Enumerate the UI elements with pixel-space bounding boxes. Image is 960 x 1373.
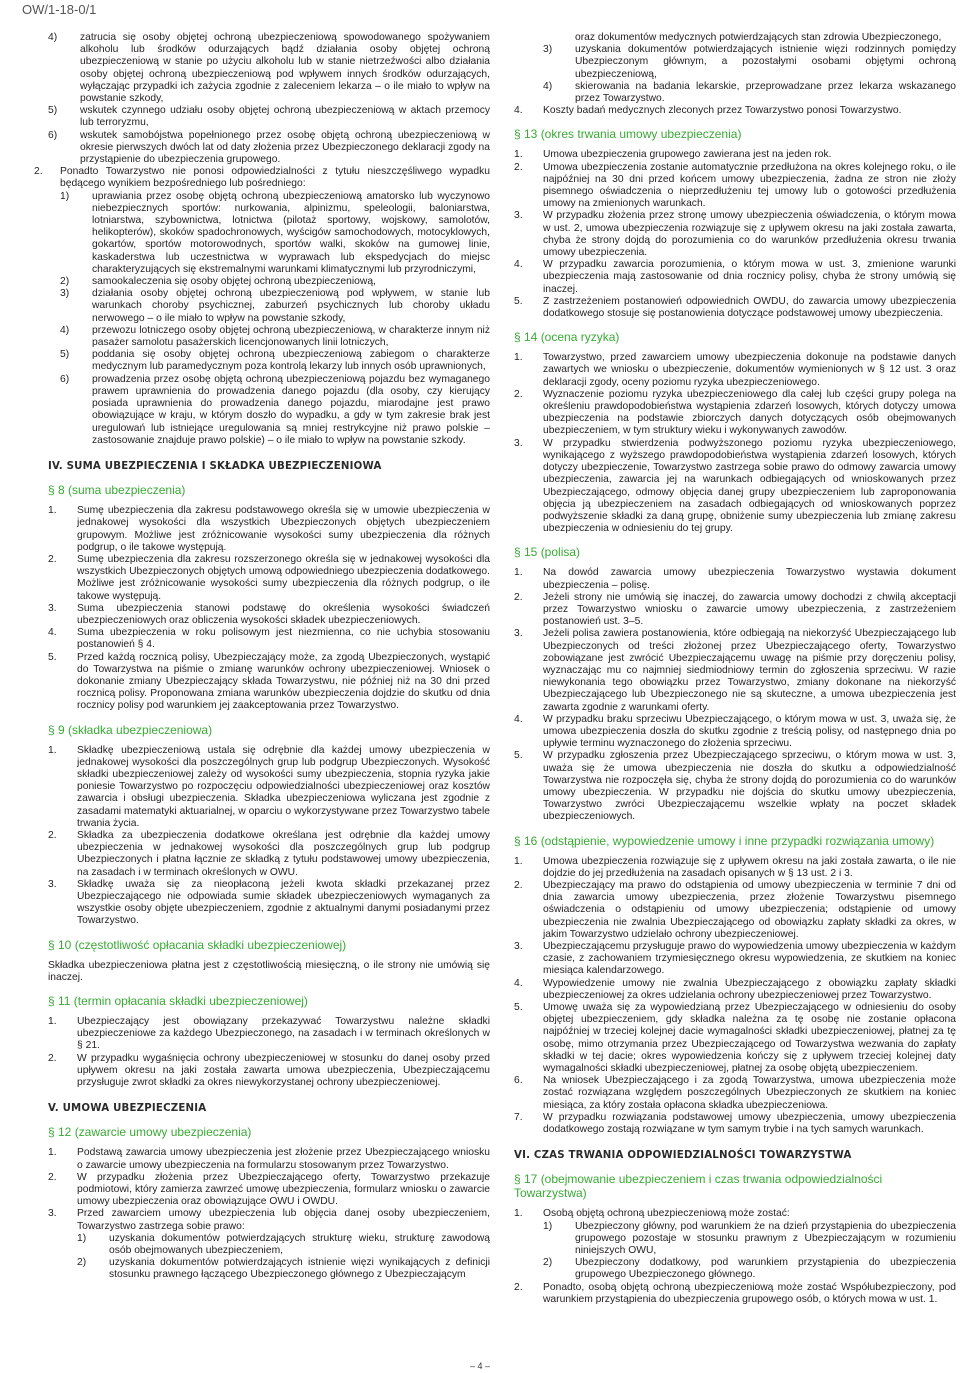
list-item: 1. Umowa ubezpieczenia rozwiązuje się z upływem okresu na jaki została zawarta, o ile nie dojdzie do jej przedłużenia na zasadach opisanych w § 13 ust. 2 i 3.	[514, 855, 956, 879]
list-item: 3. Jeżeli polisa zawiera postanowienia, które odbiegają na niekorzyść Ubezpieczającego lub Ubezpieczonych od treści złożonej przez Ubezpieczającego oferty, Towarzystwo zobowiązane jest zwrócić Ubezpieczającemu uwagę na piśmie przy doręczeniu polisy, wyznaczając mu co najmniej siedmiodniowy termin do zgłoszenia sprzeciwu. W razie niewykonania tego obowiązku przez Towarzystwo, zmiany dokonane na niekorzyść Ubezpieczającego lub Ubezpieczonego nie są skuteczne, a umowa ubezpieczenia jest zawarta zgodnie z warunkami oferty.	[514, 628, 956, 713]
list-item: 3. W przypadku stwierdzenia podwyższonego poziomu ryzyka ubezpieczeniowego, wynikającego z wyższego prawdopodobieństwa wystąpienia zdarzeń losowych, których dotyczy ubezpieczenie, Towarzystwo zastrzega sobie prawo do odmowy zawarcia umowy ubezpieczenia, zawarcia jej na warunkach odbiegających od wnioskowanych przez Ubezpieczającego, odmowy objęcia danej grupy ubezpieczeniem lub zaproponowania objęcia ją ubezpieczeniem na zasadach odbiegających od wnioskowanych poprzez podwyższenie składki za daną grupę, obniżenie sumy ubezpieczenia lub zmianę zakresu ubezpieczenia w odniesieniu do tej grupy.	[514, 437, 956, 535]
list-item: 2. Ubezpieczający ma prawo do odstąpienia od umowy ubezpieczenia w terminie 7 dni od dnia zawarcia umowy ubezpieczenia, przez złożenie Towarzystwu pisemnego oświadczenia o odstąpieniu od umowy ubezpieczenia; odstąpienie od umowy ubezpieczenia nie zwalnia Ubezpieczającego od obowiązku zapłaty składki za okres, w jakim Towarzystwo udzielało ochrony ubezpieczeniowej.	[514, 879, 956, 940]
list-item: 3) uzyskania dokumentów potwierdzających istnienie więzi rodzinnych pomiędzy Ubezpieczonym głównym, a pozostałymi osobami objętymi ochroną ubezpieczeniową,	[543, 44, 956, 80]
list-item: 2) samookaleczenia się osoby objętej ochroną ubezpieczeniową,	[60, 276, 376, 288]
chapter-heading: VI. CZAS TRWANIA ODPOWIEDZIALNOŚCI TOWARZYSTWA	[514, 1150, 852, 1162]
list-item: 2. Jeżeli strony nie umówią się inaczej, do zawarcia umowy dochodzi z chwilą akceptacji przez Towarzystwo wniosku o zawarcie umowy ubezpieczenia, z zastrzeżeniem postanowień ust. 3–5.	[514, 591, 956, 628]
chapter-heading: V. UMOWA UBEZPIECZENIA	[48, 1103, 207, 1115]
list-item: 7. W przypadku rozwiązania podstawowej umowy ubezpieczenia, umowy ubezpieczenia dodatkowego zostają rozwiązane w tym samym trybie i na tych samych warunkach.	[514, 1111, 956, 1136]
list-item: 1. Podstawą zawarcia umowy ubezpieczenia jest złożenie przez Ubezpieczającego wniosku o zawarcie umowy ubezpieczenia na formularzu stosowanym przez Towarzystwo.	[48, 1147, 490, 1171]
list-item: 2) uzyskania dokumentów potwierdzających istnienie więzi wynikających z definicji stosunku prawnego łączącego Ubezpieczonego głównego z Ubezpieczającym	[77, 1257, 490, 1281]
list-item: 4) przewozu lotniczego osoby objętej ochroną ubezpieczeniową, w charakterze innym niż pasażer samolotu pasażerskich licencjonowanych linii lotniczych,	[60, 324, 490, 349]
list-item: 5. Z zastrzeżeniem postanowień odpowiednich OWDU, do zawarcia umowy ubezpieczenia dodatkowego stosuje się postanowienia dotyczące podstawowej umowy ubezpieczenia.	[514, 295, 956, 320]
list-item: oraz dokumentów medycznych potwierdzających stan zdrowia Ubezpieczonego,	[575, 32, 942, 43]
list-item: 2. Ponadto Towarzystwo nie ponosi odpowiedzialności z tytułu nieszczęśliwego wypadku będącego wynikiem bezpośredniego lub pośredniego:	[34, 166, 490, 190]
list-item: 3. Ubezpieczającemu przysługuje prawo do wypowiedzenia umowy ubezpieczenia w każdym czasie, z zachowaniem trzymiesięcznego okresu wypowiedzenia, ze skutkiem na koniec miesiąca kalendarzowego.	[514, 941, 956, 977]
list-item: 6) wskutek samobójstwa popełnionego przez osobę objętą ochroną ubezpieczeniową w okresie pierwszych dwóch lat od daty złożenia przez Ubezpieczonego deklaracji zgody na przystąpienie do ubezpieczenia grupowego.	[48, 129, 490, 166]
section-heading: § 10 (częstotliwość opłacania składki ubezpieczeniowej)	[48, 937, 347, 952]
page-number: – 4 –	[469, 1360, 491, 1371]
section-heading: § 9 (składka ubezpieczeniowa)	[48, 722, 213, 737]
section-heading: § 13 (okres trwania umowy ubezpieczenia)	[514, 127, 742, 142]
list-item: 5. Przed każdą rocznicą polisy, Ubezpieczający może, za zgodą Ubezpieczonych, wystąpić do Towarzystwa na piśmie o zmianę warunków ochrony ubezpieczeniowej. Wniosek o dokonanie zmiany Ubezpieczający składa Towarzystwu, nie później niż na 30 dni przed rocznicą polisy. Proponowana zmiana warunków ubezpieczenia dojdzie do skutku od dnia rocznicy polisy pod warunkiem jej zaakceptowania przez Towarzystwo.	[48, 651, 490, 712]
list-item: 3. Przed zawarciem umowy ubezpieczenia lub objęcia danej osoby ubezpieczeniem, Towarzystwo zastrzega sobie prawo:	[48, 1208, 490, 1232]
list-item: 4) zatrucia się osoby objętej ochroną ubezpieczeniową spowodowanego spożywaniem alkoholu lub środków odurzających bądź działania osoby objętej ochroną ubezpieczeniową w stanie po użyciu alkoholu lub w stanie nietrzeźwości albo działania osoby objętej ochroną ubezpieczeniową pod wpływem innych środków odurzających, wyłączając przypadki ich zażycia zgodnie z zaleceniem lekarza – o ile miało to wpływ na powstanie szkody,	[48, 32, 490, 105]
list-item: 3) działania osoby objętej ochroną ubezpieczeniową pod wpływem, w stanie lub warunkach choroby psychicznej, zaburzeń psychicznych lub choroby układu nerwowego – o ile miało to wpływ na powstanie szkody,	[60, 288, 490, 324]
list-item: 6. Na wniosek Ubezpieczającego i za zgodą Towarzystwa, umowa ubezpieczenia może zostać rozwiązana względem poszczególnych Ubezpieczonych ze skutkiem na koniec miesiąca, za który została opłacona składka ubezpieczeniowa.	[514, 1075, 956, 1111]
list-item: 2. W przypadku złożenia przez Ubezpieczającego oferty, Towarzystwo przekazuje podmiotowi, który zamierza zawrzeć umowę ubezpieczenia, formularz wniosku o zawarcie umowy ubezpieczenia oraz obowiązujące OWU i OWDU.	[48, 1171, 490, 1208]
list-item: 2. Składka za ubezpieczenia dodatkowe określana jest odrębnie dla każdej umowy ubezpieczenia w jednakowej wysokości dla poszczególnych grup lub podgrup Ubezpieczonych i płatna łącznie ze składką z tytułu podstawowej umowy ubezpieczenia, na zasadach i w terminach określonych w OWU.	[48, 829, 490, 878]
section-heading: § 17 (obejmowanie ubezpieczeniem i czas trwania odpowiedzialności Towarzystwa)	[514, 1172, 883, 1201]
list-item: 4. Koszty badań medycznych zleconych przez Towarzystwo ponosi Towarzystwo.	[514, 105, 902, 117]
list-item: 2. Sumę ubezpieczenia dla zakresu rozszerzonego określa się w jednakowej wysokości dla wszystkich Ubezpieczonych objętych umową odpowiedniego ubezpieczenia dodatkowego. Możliwe jest zróżnicowanie wysokości sumy ubezpieczenia dla różnych podgrup, o ile takowe występują.	[48, 553, 490, 602]
list-item: 4) skierowania na badania lekarskie, przeprowadzane przez lekarza wskazanego przez Towarzystwo.	[543, 80, 956, 105]
section-heading: § 14 (ocena ryzyka)	[514, 330, 620, 345]
list-item: 2. Umowa ubezpieczenia zostanie automatycznie przedłużona na okres kolejnego roku, o ile najpóźniej na 30 dni przed końcem umowy ubezpieczenia, żadna ze stron nie złoży pisemnego oświadczenia o nieprzedłużeniu tej umowy lub o gotowości przedłużenia umowy na zmienionych warunkach.	[514, 161, 956, 210]
list-item: 1. Składkę ubezpieczeniową ustala się odrębnie dla każdej umowy ubezpieczenia w jednakowej wysokości dla poszczególnych grup lub podgrup Ubezpieczonych. Wysokość składki ubezpieczeniowej zależy od wysokości sumy ubezpieczenia, stopnia ryzyka jakie poniesie Towarzystwo po rozpoczęciu odpowiedzialności ubezpieczeniowej oraz kosztów zawarcia i obsługi ubezpieczenia. Składka ubezpieczeniowa wyliczana jest zgodnie z zasadami matematyki aktuarialnej, w oparciu o wykorzystywane przez Towarzystwo tabele trwania życia.	[48, 744, 490, 829]
list-item: 3. Suma ubezpieczenia stanowi podstawę do określenia wysokości świadczeń ubezpieczeniowych oraz obliczenia wysokości składek ubezpieczeniowych.	[48, 602, 490, 626]
document-code: OW/1-18-0/1	[22, 2, 97, 17]
list-item: 5. W przypadku zgłoszenia przez Ubezpieczającego sprzeciwu, o którym mowa w ust. 3, uważa się że umowa ubezpieczenia nie doszła do skutku a odpowiedzialność Towarzystwa nie rozpoczęła się, chyba że strony dojdą do porozumienia co do warunków umowy ubezpieczenia. W przypadku nie dojścia do skutku umowy ubezpieczenia, Towarzystwo zwróci Ubezpieczającemu wszelkie wpłaty na poczet składek ubezpieczeniowych.	[514, 750, 956, 823]
list-item: 1. Towarzystwo, przed zawarciem umowy ubezpieczenia dokonuje na podstawie danych zawartych we wniosku o ubezpieczenie, dokumentów wymienionych w § 12 ust. 3 oraz deklaracji zgody, oceny poziomu ryzyka ubezpieczeniowego.	[514, 352, 956, 388]
list-item: 2) Ubezpieczony dodatkowy, pod warunkiem przystąpienia do ubezpieczenia grupowego Ubezpieczonego głównego.	[543, 1257, 956, 1281]
list-item: 5. Umowę uważa się za wypowiedzianą przez Ubezpieczającego w odniesieniu do osoby objętej ubezpieczeniem, gdy składka należna za tę osobę nie zostanie opłacona najpóźniej w trzeciej kolejnej dacie wymagalności składki ubezpieczeniowej, płatnej za tę osobę, mimo otrzymania przez Ubezpieczającego od Towarzystwa wezwania do zapłaty składki w tej dacie; okres wypowiedzenia kończy się z upływem trzeciej kolejnej daty wymagalności składki ubezpieczeniowej, płatnej za osobę objętą ubezpieczeniem.	[514, 1002, 956, 1075]
left-column	[34, 32, 490, 1282]
list-item: 2. Wyznaczenie poziomu ryzyka ubezpieczeniowego dla całej lub części grupy polega na określeniu prawdopodobieństwa wystąpienia zdarzeń losowych, których dotyczy umowa ubezpieczenia na podstawie zbiorczych danych dotyczących osób obejmowanych ubezpieczeniem, w tym struktury wieku i wykonywanych zawodów.	[514, 388, 956, 437]
list-item: 1. Sumę ubezpieczenia dla zakresu podstawowego określa się w umowie ubezpieczenia w jednakowej wysokości dla wszystkich Ubezpieczonych objętych ubezpieczeniem grupowym. Możliwe jest zróżnicowanie wysokości sumy ubezpieczenia dla różnych podgrup, o ile takowe występują.	[48, 505, 490, 553]
list-item: 4. W przypadku zawarcia porozumienia, o którym mowa w ust. 3, zmienione warunki ubezpieczenia mają zastosowanie od dnia rocznicy polisy, chyba że strony umówią się inaczej.	[514, 259, 956, 295]
right-column	[514, 32, 956, 1306]
list-item: 3. W przypadku złożenia przez stronę umowy ubezpieczenia oświadczenia, o którym mowa w ust. 2, umowa ubezpieczenia rozwiązuje się z upływem okresu na jaki została zawarta, chyba że strony dojdą do porozumienia co do warunków przedłużenia okresu trwania umowy ubezpieczenia.	[514, 210, 956, 259]
chapter-heading: IV. SUMA UBEZPIECZENIA I SKŁADKA UBEZPIECZENIOWA	[48, 460, 382, 472]
list-item: 1) Ubezpieczony główny, pod warunkiem że na dzień przystąpienia do ubezpieczenia grupowego pozostaje w stosunku prawnym z Ubezpieczającym w rozumieniu niniejszych OWU,	[543, 1220, 956, 1257]
list-item: 1) uzyskania dokumentów potwierdzających strukturę wieku, strukturę zawodową osób obejmowanych ubezpieczeniem,	[77, 1232, 490, 1257]
list-item: 2. W przypadku wygaśnięcia ochrony ubezpieczeniowej w stosunku do danej osoby przed upływem okresu na jaki została zawarta umowa ubezpieczenia, Ubezpieczającemu przysługuje zwrot składki za okres niewykorzystanej ochrony ubezpieczeniowej.	[48, 1052, 490, 1089]
list-item: 3. Składkę uważa się za nieopłaconą jeżeli kwota składki przekazanej przez Ubezpieczającego nie odpowiada sumie składek ubezpieczeniowych wymaganych za wszystkie osoby objęte ubezpieczeniem, zgodnie z aktualnymi danymi posiadanymi przez Towarzystwo.	[48, 878, 490, 927]
section-heading: § 16 (odstąpienie, wypowiedzenie umowy i inne przypadki rozwiązania umowy)	[514, 833, 935, 848]
list-item: 6) prowadzenia przez osobę objętą ochroną ubezpieczeniową pojazdu bez wymaganego prawem uprawnienia do prowadzenia danego pojazdu (dla osoby, czy kierujący posiada uprawnienia do prowadzenia danego pojazdu, miarodajne jest prawo obowiązujące w kraju, w którym doszło do wypadku, a gdy w tym zakresie brak jest uregulowań lub istniejące uregulowania są mniej restrykcyjne niż prawo polskie – zastosowanie znajduje prawo polskie) – o ile miało to wpływ na powstanie szkody.	[60, 373, 490, 446]
section-heading: § 8 (suma ubezpieczenia)	[48, 483, 186, 498]
list-item: 1. Na dowód zawarcia umowy ubezpieczenia Towarzystwo wystawia dokument ubezpieczenia – polisę.	[514, 567, 956, 591]
list-item: 5) wskutek czynnego udziału osoby objętej ochroną ubezpieczeniową w aktach przemocy lub terroryzmu,	[48, 105, 490, 129]
list-item: 4. Wypowiedzenie umowy nie zwalnia Ubezpieczającego z obowiązku zapłaty składki ubezpieczeniowej za okres udzielania ochrony ubezpieczeniowej przez Towarzystwo.	[514, 977, 956, 1001]
list-item: 1) uprawiania przez osobę objętą ochroną ubezpieczeniową amatorsko lub wyczynowo niebezpiecznych sportów: nurkowania, alpinizmu, speleologii, baloniarstwa, lotniarstwa, szybownictwa, lotnictwa (pilotaż sportowy, wojskowy, samolotów, helikopterów), skoków spadochronowych, wyścigów samochodowych, motocyklowych, gokartów, sportów motorowodnych, sportów walki, skoków na gumowej linie, kaskaderstwa lub uczestnictwa w wyprawach lub ekspedycjach do miejsc charakteryzujących się ekstremalnymi warunkami klimatycznymi lub przyrodniczymi,	[60, 190, 490, 275]
list-item: 4. W przypadku braku sprzeciwu Ubezpieczającego, o którym mowa w ust. 3, uważa się, że umowa ubezpieczenia doszła do skutku zgodnie z treścią polisy, od następnego dnia po upływie terminu wyznaczonego do złożenia sprzeciwu.	[514, 713, 956, 750]
section-heading: § 15 (polisa)	[514, 545, 581, 560]
section-heading: § 12 (zawarcie umowy ubezpieczenia)	[48, 1125, 252, 1140]
list-item: 5) poddania się osoby objętej ochroną ubezpieczeniową zabiegom o charakterze medycznym lub paramedycznym poza kontrolą lekarzy lub innych osób uprawnionych,	[60, 349, 490, 373]
list-item: 4. Suma ubezpieczenia w roku polisowym jest niezmienna, co nie uchybia stosowaniu postanowień § 4.	[48, 627, 490, 651]
list-item: 1. Ubezpieczający jest obowiązany przekazywać Towarzystwu należne składki ubezpieczeniowe za każdego Ubezpieczonego, na zasadach i w terminach określonych w § 21.	[48, 1016, 490, 1052]
section-heading: § 11 (termin opłacania składki ubezpieczeniowej)	[48, 994, 308, 1009]
paragraph: Składka ubezpieczeniowa płatna jest z częstotliwością miesięczną, o ile strony nie umówią się inaczej.	[48, 959, 490, 983]
list-item: 2. Ponadto, osobą objętą ochroną ubezpieczeniową może zostać Współubezpieczony, pod warunkiem przystąpienia do ubezpieczenia grupowego osób, o których mowa w ust. 1.	[514, 1281, 956, 1305]
list-item: 1. Umowa ubezpieczenia grupowego zawierana jest na jeden rok.	[514, 149, 832, 161]
list-item: 1. Osobą objętą ochroną ubezpieczeniową może zostać:	[514, 1208, 790, 1220]
